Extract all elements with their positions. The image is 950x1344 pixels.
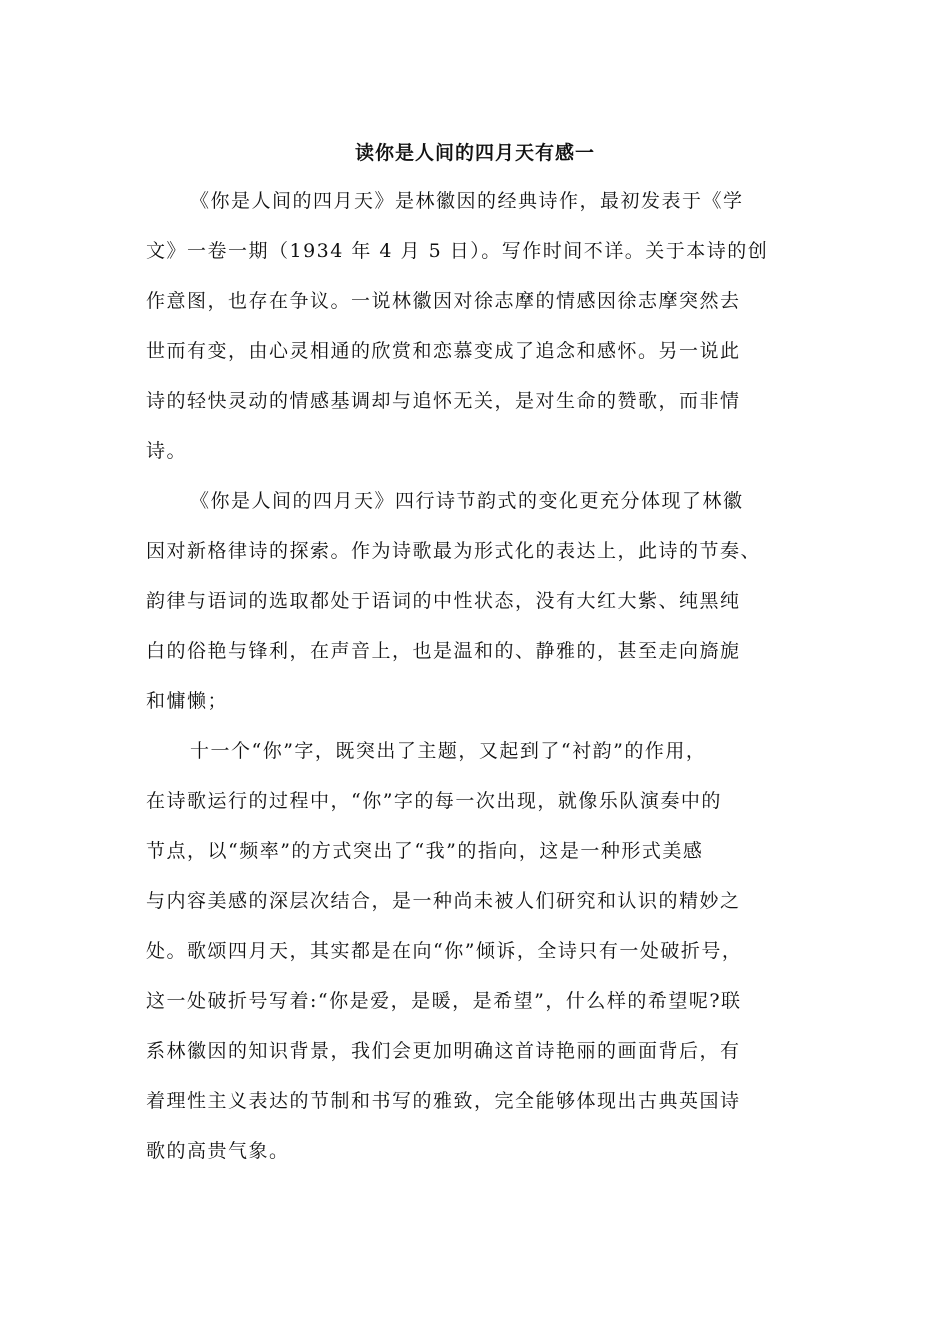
paragraph-3-line-3: 节点，以“频率”的方式突出了“我”的指向，这是一种形式美感 [146, 840, 704, 862]
paragraph-3-line-9: 歌的高贵气象。 [146, 1140, 290, 1162]
paragraph-2-line-5: 和慵懒； [146, 690, 229, 712]
paragraph-3-line-1: 十一个“你”字，既突出了主题，又起到了“衬韵”的作用， [190, 740, 707, 762]
paragraph-3-line-6: 这一处破折号写着:“你是爱，是暖，是希望”，什么样的希望呢?联 [146, 990, 742, 1012]
paragraph-3-line-8: 着理性主义表达的节制和书写的雅致，完全能够体现出古典英国诗 [146, 1090, 741, 1112]
paragraph-1-line-1: 《你是人间的四月天》是林徽因的经典诗作，最初发表于《学 [190, 190, 744, 212]
paragraph-2-line-4: 白的俗艳与锋利，在声音上，也是温和的、静雅的，甚至走向旖旎 [146, 640, 741, 662]
paragraph-3-line-4: 与内容美感的深层次结合，是一种尚未被人们研究和认识的精妙之 [146, 890, 741, 912]
paragraph-1-line-2: 文》一卷一期（1934 年 4 月 5 日）。写作时间不详。关于本诗的创 [146, 240, 769, 262]
paragraph-1-line-5: 诗的轻快灵动的情感基调却与追怀无关，是对生命的赞歌，而非情 [146, 390, 741, 412]
paragraph-2-line-2: 因对新格律诗的探索。作为诗歌最为形式化的表达上，此诗的节奏、 [146, 540, 762, 562]
paragraph-3-line-2: 在诗歌运行的过程中，“你”字的每一次出现，就像乐队演奏中的 [146, 790, 722, 812]
paragraph-3-line-5: 处。歌颂四月天，其实都是在向“你”倾诉，全诗只有一处破折号， [146, 940, 743, 962]
paragraph-2-line-3: 韵律与语词的选取都处于语词的中性状态，没有大红大紫、纯黑纯 [146, 590, 741, 612]
paragraph-1-line-6: 诗。 [146, 440, 188, 462]
paragraph-1-line-4: 世而有变，由心灵相通的欣赏和恋慕变成了追念和感怀。另一说此 [146, 340, 741, 362]
document-title: 读你是人间的四月天有感一 [354, 142, 595, 164]
paragraph-1-line-3: 作意图，也存在争议。一说林徽因对徐志摩的情感因徐志摩突然去 [146, 290, 741, 312]
paragraph-2-line-1: 《你是人间的四月天》四行诗节韵式的变化更充分体现了林徽 [190, 490, 744, 512]
paragraph-3-line-7: 系林徽因的知识背景，我们会更加明确这首诗艳丽的画面背后，有 [146, 1040, 741, 1062]
